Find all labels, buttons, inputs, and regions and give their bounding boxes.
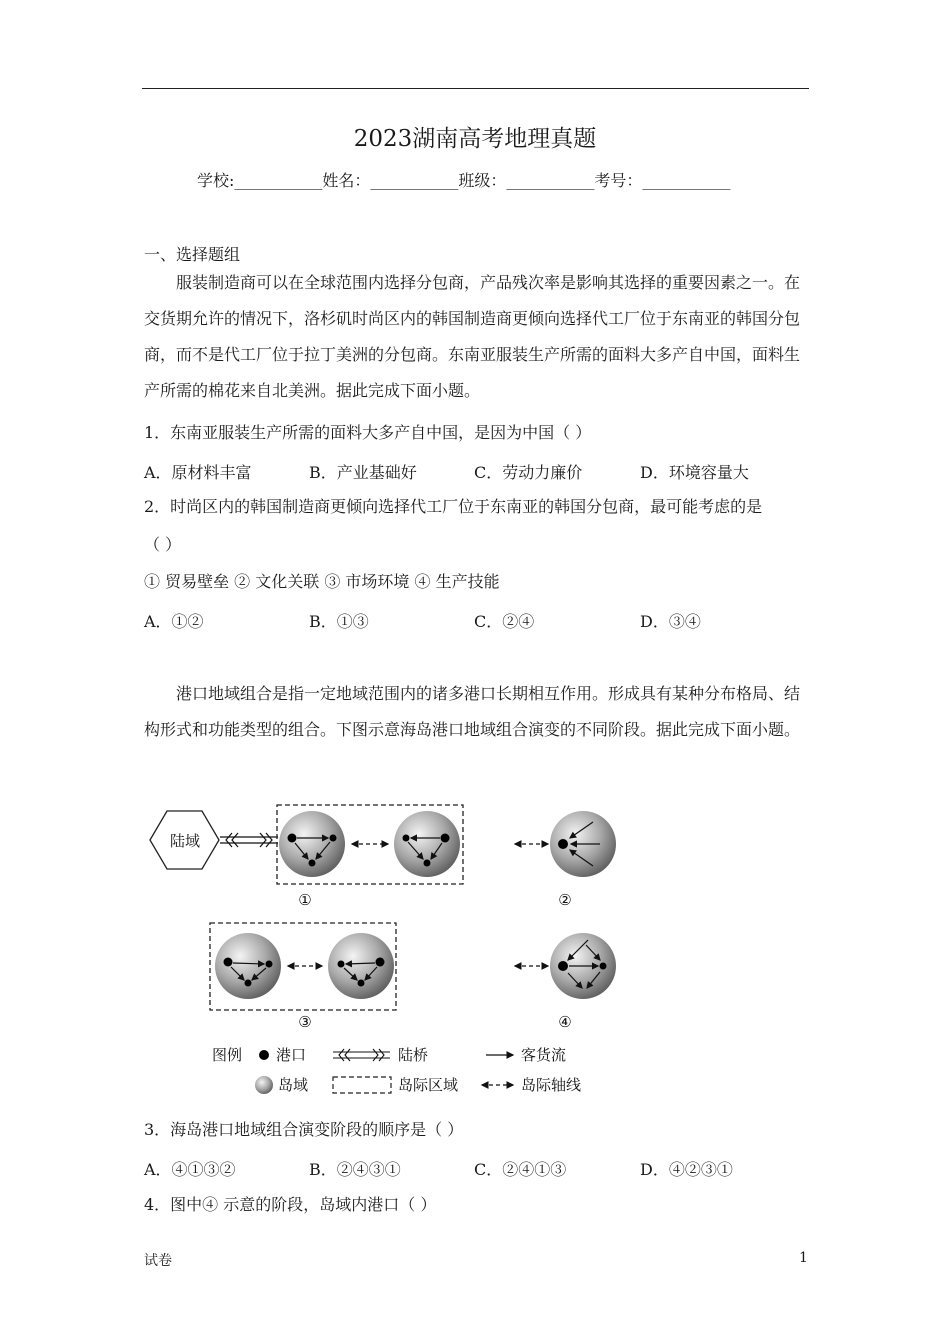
legend-land-bridge-label: 陆桥	[398, 1046, 429, 1064]
land-bridge-symbol	[220, 833, 278, 847]
question-4-stem: 4．图中④ 示意的阶段，岛域内港口（ ）	[144, 1195, 437, 1214]
question-3-stem: 3．海岛港口地域组合演变阶段的顺序是（ ）	[144, 1120, 464, 1139]
question-2-stem-cont: （ ）	[144, 535, 182, 554]
stage-1-island-b	[394, 811, 460, 877]
q2-option-c[interactable]: C．②④	[474, 612, 535, 631]
footer-label: 试卷	[144, 1253, 172, 1269]
stage-label-2: ②	[558, 891, 572, 909]
port	[245, 980, 252, 987]
legend-title: 图例	[212, 1046, 243, 1064]
stage-3-island-b	[328, 933, 394, 999]
port-evolution-diagram	[140, 800, 640, 1105]
port	[424, 860, 431, 867]
stage-label-4: ④	[558, 1013, 572, 1031]
legend-port-label: 港口	[276, 1046, 307, 1064]
legend-island-region-symbol	[333, 1077, 391, 1093]
port	[558, 839, 568, 849]
q3-option-a[interactable]: A．④①③②	[144, 1160, 236, 1179]
legend-flow-label: 客货流	[521, 1046, 567, 1064]
port	[288, 834, 297, 843]
legend-island-label: 岛域	[278, 1076, 309, 1094]
q2-option-d[interactable]: D．③④	[640, 612, 701, 631]
q2-option-b[interactable]: B．①③	[309, 612, 369, 631]
legend-island-axis-label: 岛际轴线	[521, 1076, 582, 1094]
question-1-stem: 1．东南亚服装生产所需的面料大多产自中国，是因为中国（ ）	[144, 423, 592, 442]
legend-port-symbol	[259, 1050, 269, 1060]
port	[558, 961, 568, 971]
legend-island-region-label: 岛际区域	[398, 1076, 459, 1094]
port	[266, 961, 273, 968]
passage-1: 服装制造商可以在全球范围内选择分包商，产品残次率是影响其选择的重要因素之一。在交货期允许的情况下，洛杉矶时尚区内的韩国制造商更倾向选择代工厂位于东南亚的韩国分包商，而不是代工厂位于拉丁美洲的分包商。东南亚服装生产所需的面料大多产自中国，面料生产所需的棉花来自北美洲。据此完成下面小题。	[144, 273, 801, 400]
question-2-stem: 2．时尚区内的韩国制造商更倾向选择代工厂位于东南亚的韩国分包商，最可能考虑的是	[144, 497, 763, 516]
q3-option-b[interactable]: B．②④③①	[309, 1160, 401, 1179]
stage-label-1: ①	[298, 891, 312, 909]
port	[441, 834, 450, 843]
passage-2: 港口地域组合是指一定地域范围内的诸多港口长期相互作用。形成具有某种分布格局、结构形式和功能类型的组合。下图示意海岛港口地域组合演变的不同阶段。据此完成下面小题。	[144, 684, 801, 739]
port	[224, 958, 233, 967]
port	[403, 835, 410, 842]
port	[376, 958, 385, 967]
page-number: 1	[799, 1250, 808, 1266]
legend-land-bridge-symbol	[333, 1049, 390, 1061]
section-heading: 一、选择题组	[144, 245, 241, 264]
stage-1-island-a	[279, 811, 345, 877]
q3-option-c[interactable]: C．②④①③	[474, 1160, 567, 1179]
legend-island-symbol	[255, 1076, 273, 1094]
student-info-line: 学校:___________姓名：___________班级：___________考号：___________	[197, 171, 731, 190]
q1-option-c[interactable]: C．劳动力廉价	[474, 463, 583, 482]
port	[358, 980, 365, 987]
q3-option-d[interactable]: D．④②③①	[640, 1160, 733, 1179]
q1-option-a[interactable]: A．原材料丰富	[144, 463, 252, 482]
q2-option-a[interactable]: A．①②	[144, 612, 204, 631]
port	[600, 963, 607, 970]
question-2-items: ① 贸易壁垒 ② 文化关联 ③ 市场环境 ④ 生产技能	[144, 572, 500, 591]
port	[309, 860, 316, 867]
port	[338, 961, 345, 968]
stage-label-3: ③	[298, 1013, 312, 1031]
land-label: 陆域	[169, 832, 201, 850]
header-rule	[142, 88, 809, 89]
q1-option-d[interactable]: D．环境容量大	[640, 463, 749, 482]
page-title: 2023湖南高考地理真题	[353, 126, 597, 152]
port	[330, 835, 337, 842]
q1-option-b[interactable]: B．产业基础好	[309, 463, 417, 482]
